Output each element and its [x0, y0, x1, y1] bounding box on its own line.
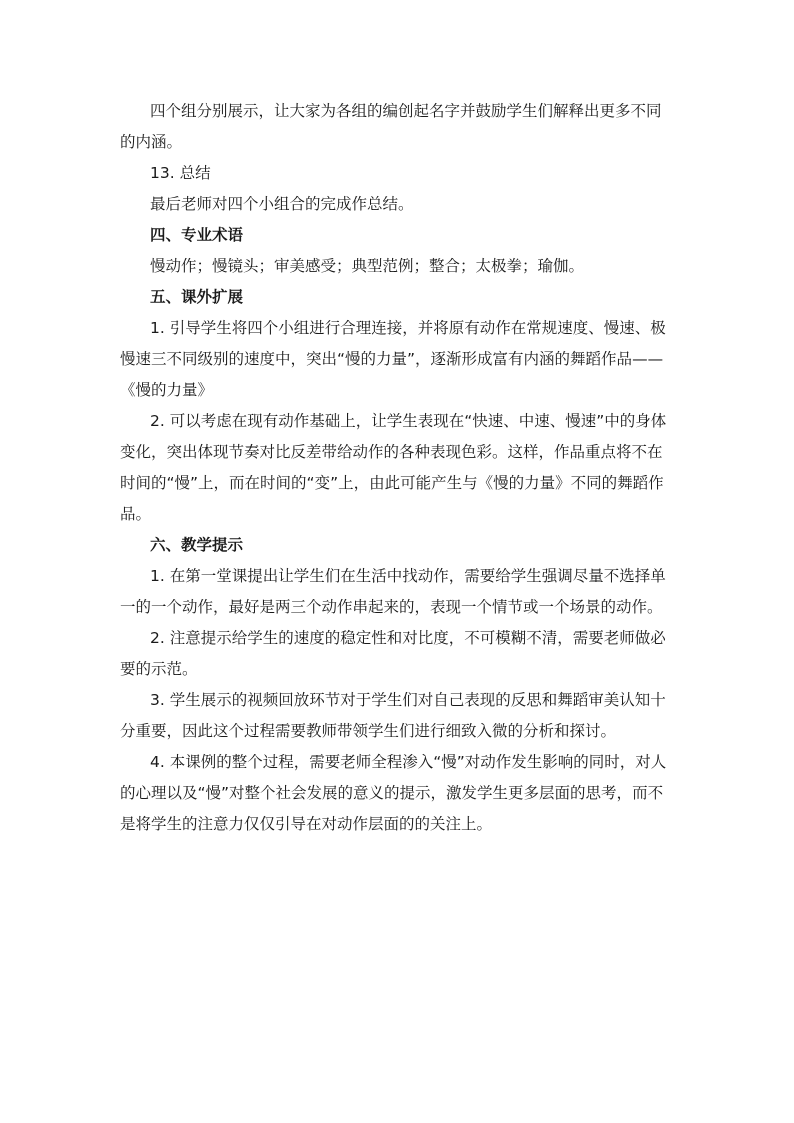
paragraph-summary: 最后老师对四个小组合的完成作总结。 [150, 195, 414, 213]
paragraph-tip-4: 4. 本课例的整个过程，需要老师全程渗入“慢”对动作发生影响的同时，对人的心理以及“慢”对整个社会发展的意义的提示，激发学生更多层面的思考，而不是将学生的注意力仅仅引导在对动作层面的的关注上。 [120, 753, 667, 833]
section-heading-terms: 四、专业术语 [150, 226, 244, 244]
paragraph-terms: 慢动作；慢镜头；审美感受；典型范例；整合；太极拳；瑜伽。 [150, 257, 585, 275]
paragraph-extension-1: 1. 引导学生将四个小组进行合理连接，并将原有动作在常规速度、慢速、极慢速三不同级别的速度中，突出“慢的力量”，逐渐形成富有内涵的舞蹈作品——《慢的力量》 [120, 319, 666, 399]
paragraph-extension-2: 2. 可以考虑在现有动作基础上，让学生表现在“快速、中速、慢速”中的身体变化，突出体现节奏对比反差带给动作的各种表现色彩。这样，作品重点将不在时间的“慢”上，而在时间的“变”上，由此可能产生与《慢的力量》不同的舞蹈作品。 [120, 412, 667, 523]
paragraph-group-showcase: 四个组分别展示，让大家为各组的编创起名字并鼓励学生们解释出更多不同的内涵。 [120, 102, 662, 151]
item-13-summary-title: 13. 总结 [150, 164, 211, 182]
section-heading-extension: 五、课外扩展 [150, 288, 244, 306]
paragraph-tip-1: 1. 在第一堂课提出让学生们在生活中找动作，需要给学生强调尽量不选择单一的一个动作，最好是两三个动作串起来的，表现一个情节或一个场景的动作。 [120, 567, 666, 616]
section-heading-teaching-tips: 六、教学提示 [150, 536, 244, 554]
paragraph-tip-3: 3. 学生展示的视频回放环节对于学生们对自己表现的反思和舞蹈审美认知十分重要，因此这个过程需要教师带领学生们进行细致入微的分析和探讨。 [120, 691, 666, 740]
document-body [120, 96, 676, 840]
paragraph-tip-2: 2. 注意提示给学生的速度的稳定性和对比度，不可模糊不清，需要老师做必要的示范。 [120, 629, 666, 678]
